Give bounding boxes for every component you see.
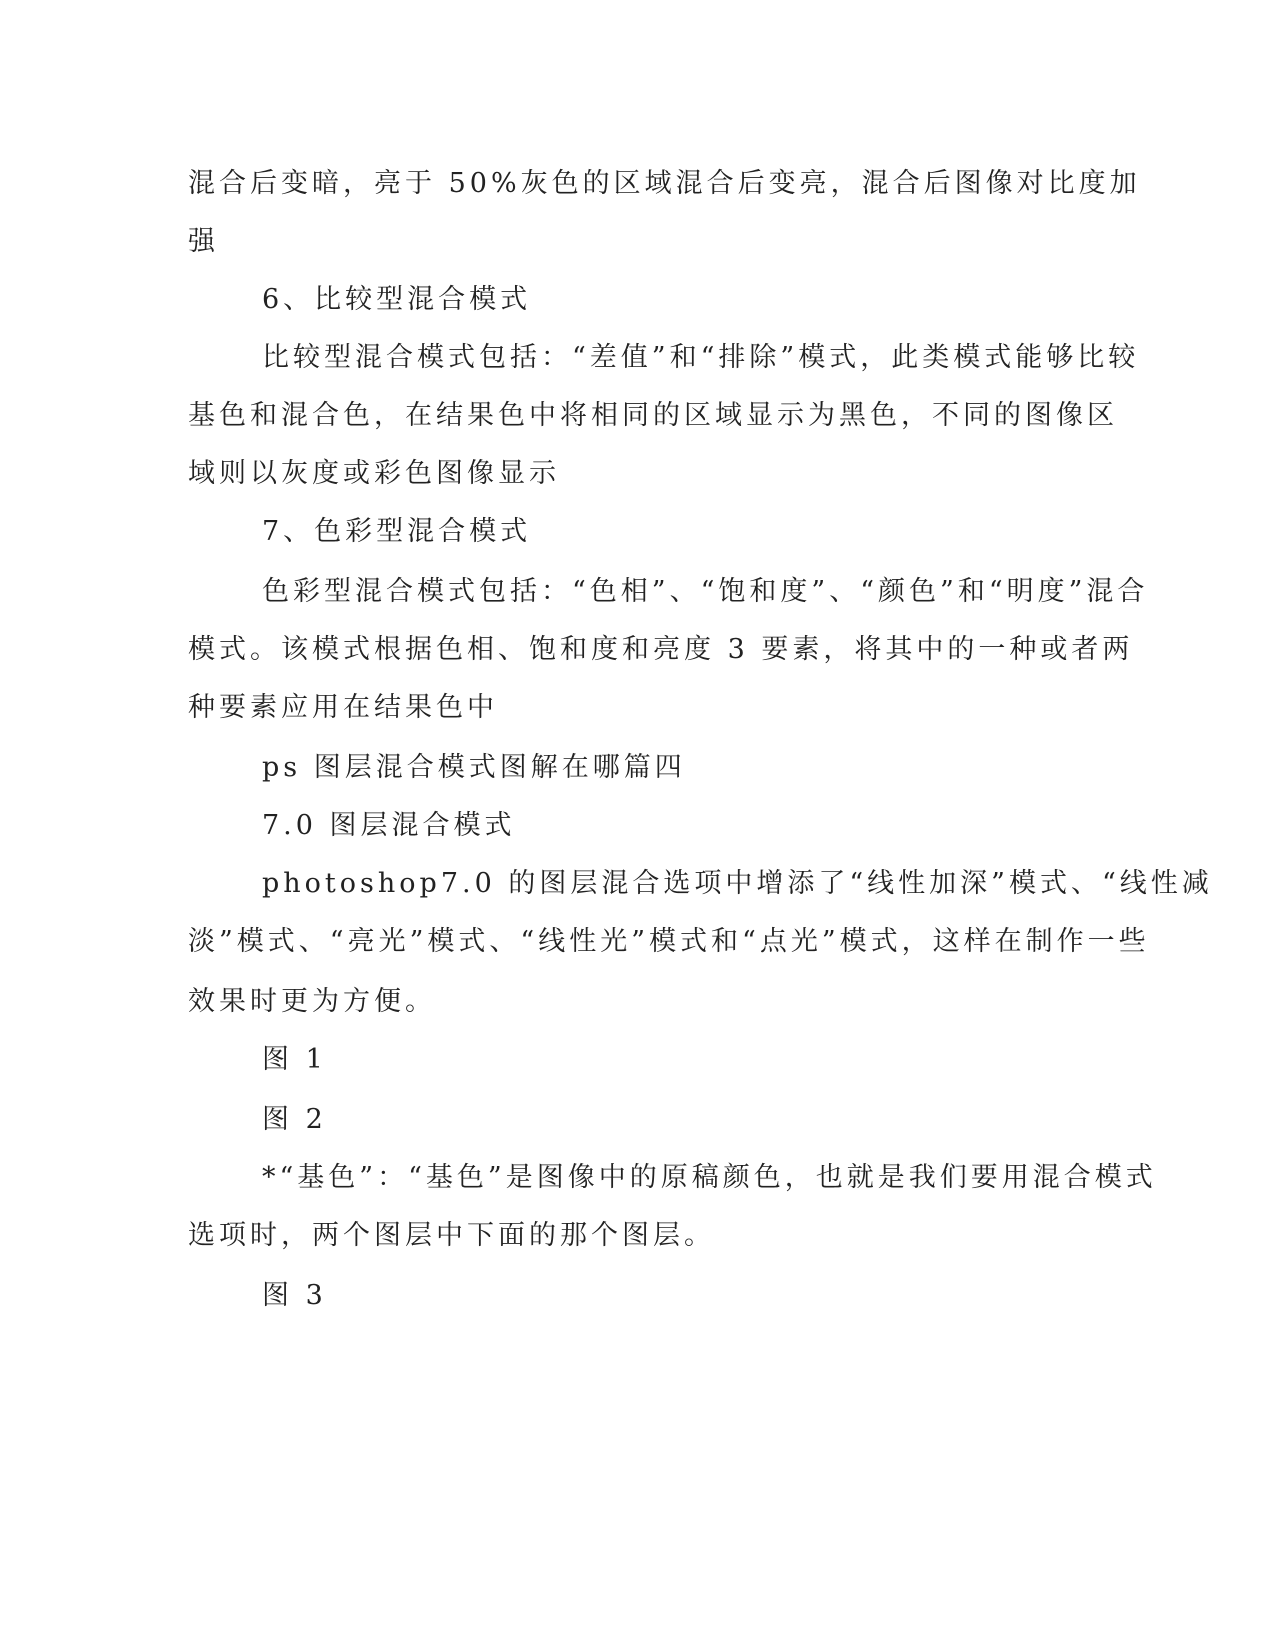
paragraph-line: 比较型混合模式包括：“差值”和“排除”模式，此类模式能够比较 (262, 342, 1140, 373)
section-heading: 6、比较型混合模式 (262, 284, 532, 315)
paragraph-line: 色彩型混合模式包括：“色相”、“饱和度”、“颜色”和“明度”混合 (262, 576, 1149, 607)
paragraph-line: 基色和混合色，在结果色中将相同的区域显示为黑色，不同的图像区 (188, 400, 1118, 431)
section-heading: 7、色彩型混合模式 (262, 516, 532, 547)
paragraph-line: 强 (188, 226, 219, 257)
paragraph-line: 淡”模式、“亮光”模式、“线性光”模式和“点光”模式，这样在制作一些 (188, 926, 1150, 957)
section-heading: ps 图层混合模式图解在哪篇四 (262, 752, 686, 783)
section-heading: 7.0 图层混合模式 (262, 810, 516, 841)
figure-label: 图 1 (262, 1044, 327, 1075)
paragraph-line: 选项时，两个图层中下面的那个图层。 (188, 1220, 715, 1251)
paragraph-line: photoshop7.0 的图层混合选项中增添了“线性加深”模式、“线性减 (262, 868, 1213, 899)
paragraph-line: *“基色”：“基色”是图像中的原稿颜色，也就是我们要用混合模式 (262, 1162, 1157, 1193)
paragraph-line: 效果时更为方便。 (188, 986, 436, 1017)
paragraph-line: 模式。该模式根据色相、饱和度和亮度 3 要素，将其中的一种或者两 (188, 634, 1134, 665)
figure-label: 图 2 (262, 1104, 327, 1135)
paragraph-line: 混合后变暗，亮于 50%灰色的区域混合后变亮，混合后图像对比度加 (188, 168, 1141, 199)
paragraph-line: 种要素应用在结果色中 (188, 692, 498, 723)
figure-label: 图 3 (262, 1280, 327, 1311)
paragraph-line: 域则以灰度或彩色图像显示 (188, 458, 560, 489)
